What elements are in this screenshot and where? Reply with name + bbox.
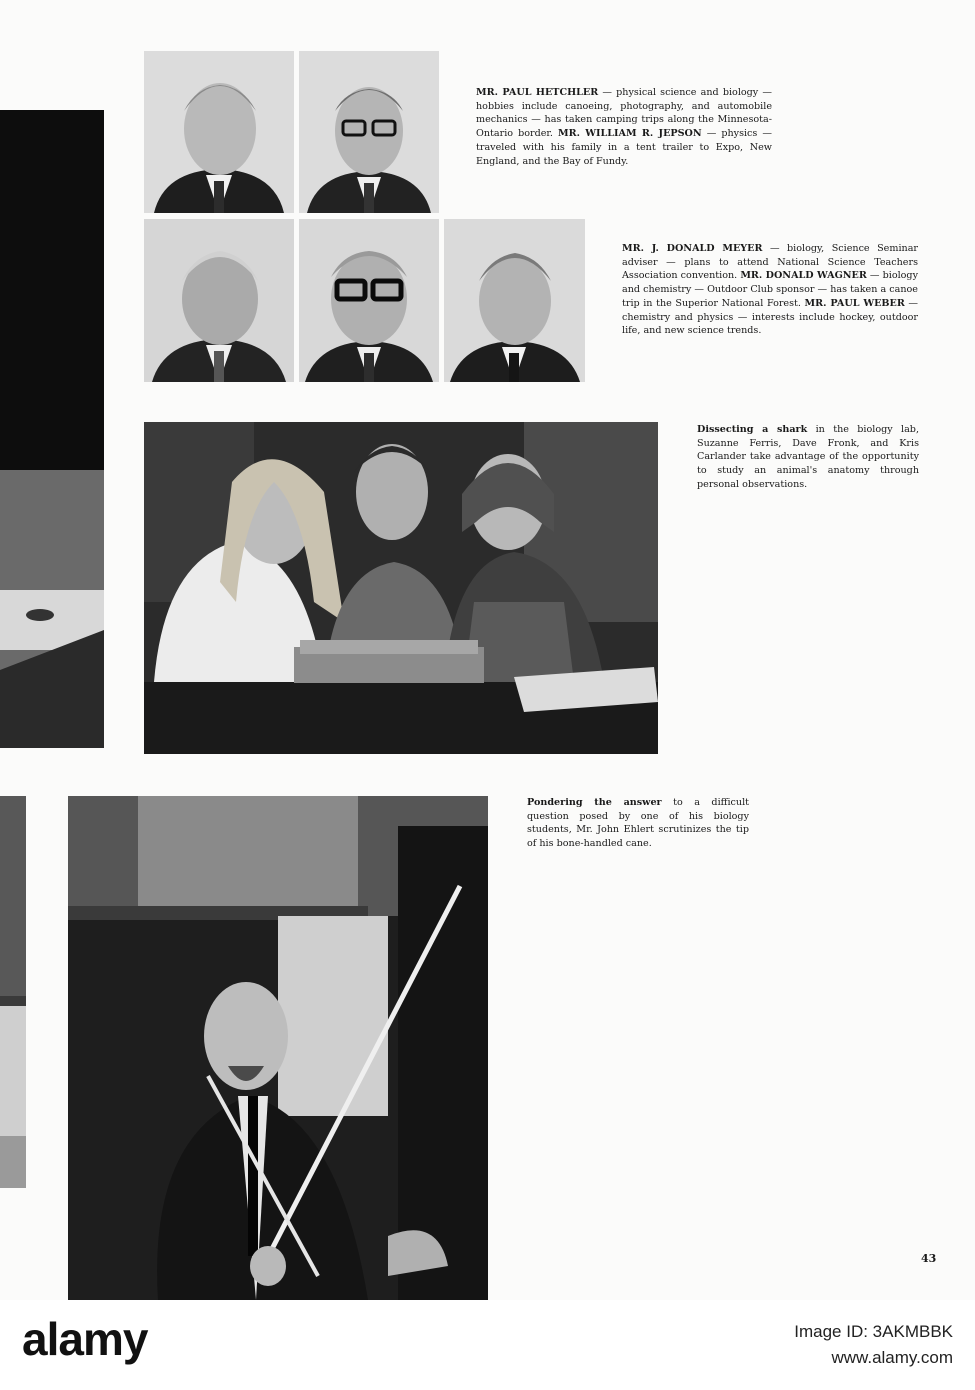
watermark-brand: alamy [22,1313,148,1365]
portrait-paul-hetchler [144,51,294,213]
teachers-caption-1 [476,86,772,168]
teacher-name: MR. PAUL HETCHLER [476,87,599,98]
teacher-desc: — biology and chemistry — Outdoor Club sponsor — has taken a canoe trip in the Superior National Forest. [622,270,918,309]
caption-lead: Dissecting a shark [697,424,808,435]
ehlert-photo [68,796,488,1300]
caption-text: to a difficult question posed by one of his biology students, Mr. John Ehlert scrutinizes the tip of his bone-handled cane. [527,797,749,850]
teacher-name: MR. WILLIAM R. JEPSON [558,128,702,140]
teacher-name: MR. DONALD WAGNER [740,270,867,282]
teachers-caption-2 [622,242,918,338]
teacher-desc: — biology, Science Seminar adviser — plans to attend National Science Teachers Association convention. [622,243,919,282]
watermark-footer [0,1300,975,1390]
shark-dissection-photo [144,422,658,754]
portrait-donald-meyer [144,219,294,382]
portrait-paul-weber [444,219,585,382]
caption-lead: Pondering the answer [527,797,662,808]
left-edge-photo-bottom [0,796,26,1188]
teacher-desc: — chemistry and physics — interests include hockey, outdoor life, and new science trends. [622,297,918,337]
teacher-desc: — physics — traveled with his family in a tent trailer to Expo, New England, and the Bay of Fundy. [476,128,772,167]
left-edge-photo-top [0,110,104,748]
watermark-url: www.alamy.com [831,1348,953,1367]
caption-text: in the biology lab, Suzanne Ferris, Dave Fronk, and Kris Carlander take advantage of the opportunity to study an animal's anatomy through personal observations. [697,424,919,490]
page-number: 43 [921,1252,937,1265]
portrait-donald-wagner [299,219,439,382]
teacher-name: MR. PAUL WEBER [804,297,905,309]
shark-caption [697,423,919,492]
teacher-desc: — physical science and biology — hobbies include canoeing, photography, and automobile mechanics — has taken camping trips along the Minnesota-Ontario border. [476,87,772,140]
watermark-image-id: Image ID: 3AKMBBK [794,1322,953,1341]
portrait-william-jepson [299,51,439,213]
ehlert-caption [527,796,749,851]
teacher-name: MR. J. DONALD MEYER [622,243,763,254]
